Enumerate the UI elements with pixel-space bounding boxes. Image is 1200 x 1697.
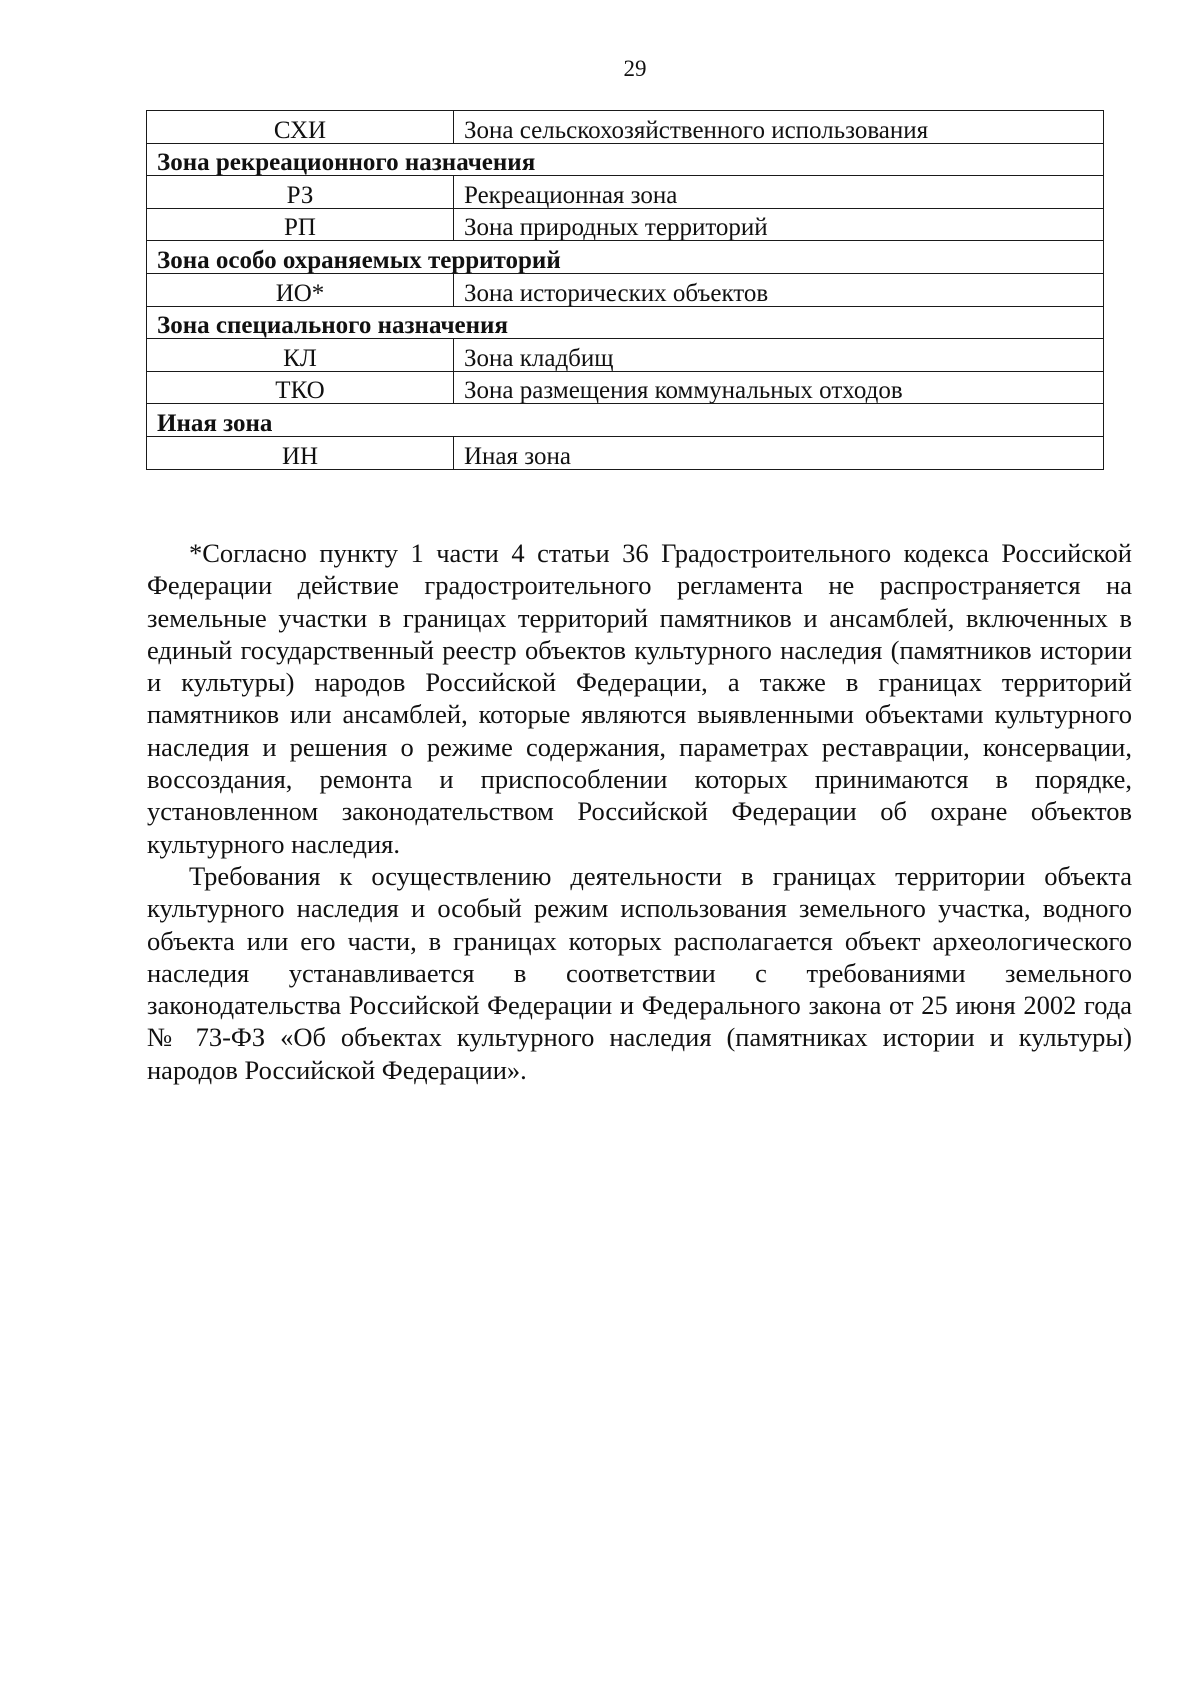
zone-code: РП [147,208,454,241]
page-number: 29 [623,56,647,81]
zone-name: Зона природных территорий [454,208,1104,241]
zone-group-title: Зона специального назначения [147,306,1104,339]
zone-name: Иная зона [454,436,1104,469]
zone-code: ИО* [147,273,454,306]
note-paragraph: Требования к осуществлению деятельности в границах территории объекта культурного наследия и особый режим использования земельного участка, водного объекта или его части, в границах которых располагается объект археологического наследия устанавливается в соответствии с требованиями земельного законодательства Российской Федерации и Федерального закона от 25 июня 2002 года № 73-ФЗ «Об объектах культурного наследия (памятниках истории и культуры) народов Российской Федерации». [147,860,1132,1085]
table-row [147,208,1104,241]
zone-code: ИН [147,436,454,469]
table-group-row [147,143,1104,176]
table-group-row [147,404,1104,437]
zone-name: Рекреационная зона [454,176,1104,209]
zone-name: Зона размещения коммунальных отходов [454,371,1104,404]
note-paragraph: *Согласно пункту 1 части 4 статьи 36 Градостроительного кодекса Российской Федерации действие градостроительного регламента не распространяется на земельные участки в границах территорий памятников и ансамблей, включенных в единый государственный реестр объектов культурного наследия (памятников истории и культуры) народов Российской Федерации, а также в границах территорий памятников или ансамблей, которые являются выявленными объектами культурного наследия и решения о режиме содержания, параметрах реставрации, консервации, воссоздания, ремонта и приспособлении которых принимаются в порядке, установленном законодательством Российской Федерации об охране объектов культурного наследия. [147,538,1132,859]
table-row [147,371,1104,404]
zones-table [146,110,1104,470]
zone-group-title: Иная зона [147,404,1104,437]
table-row [147,436,1104,469]
table-group-row [147,306,1104,339]
zone-code: СХИ [147,111,454,144]
zone-code: РЗ [147,176,454,209]
table-row [147,176,1104,209]
notes-section [147,537,1132,1086]
zone-code: КЛ [147,339,454,372]
table-group-row [147,241,1104,274]
zone-code: ТКО [147,371,454,404]
zone-name: Зона кладбищ [454,339,1104,372]
zone-name: Зона исторических объектов [454,273,1104,306]
table-row [147,111,1104,144]
zone-group-title: Зона особо охраняемых территорий [147,241,1104,274]
table-row [147,273,1104,306]
table-row [147,339,1104,372]
zone-group-title: Зона рекреационного назначения [147,143,1104,176]
zone-name: Зона сельскохозяйственного использования [454,111,1104,144]
